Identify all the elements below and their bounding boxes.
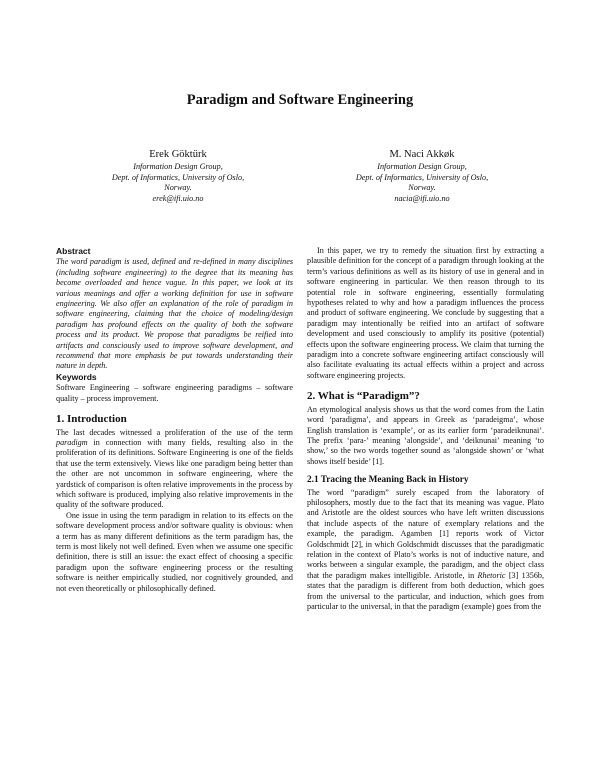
author-1 — [56, 150, 300, 204]
abstract-heading: Abstract — [56, 246, 91, 256]
author-department: Dept. of Informatics, University of Oslo, — [111, 172, 245, 182]
text-run: The word “paradigm” surely escaped from the laboratory of philosophers, mostly due to the fact that its meaning was vague. Plato and Aristotle are the oldest sources who have left written discussions that include aspects of the nature of exemplary relations and the example, the paradigm. Agamben [1] reports work of Victor Goldschmidt [2], in which Goldschmidt discusses that the paradigmatic relation in the context of Plato’s works is not of inductive nature, and works between a singular example, the paradigm, and the object class that the paradigm makes intelligible. Aristotle, in — [307, 487, 544, 580]
body-columns — [56, 246, 544, 612]
left-column — [56, 246, 293, 612]
author-name: M. Naci Akkøk — [389, 149, 455, 160]
author-block — [56, 150, 544, 204]
section-2-heading: 2. What is “Paradigm”? — [307, 390, 420, 403]
emphasis-title: Rhetoric — [477, 570, 506, 580]
author-2 — [300, 150, 544, 204]
author-country: Norway. — [164, 183, 192, 193]
abstract-text: The word paradigm is used, defined and re-defined in many disciplines (including software engineering) to the degree that its meaning has become overloaded and hence vague. In this paper, we look at its various meanings and offer a working definition for use in software engineering. We also offer an explanation of the role of paradigm in software engineering, claiming that the choice of modeling/design paradigm has profound effects on the quality of both the software process and its product. We propose that paradigms be reified into artifacts and consciously used to improve software development, and recommend that more emphasis be put towards understanding their nature in depth. — [56, 257, 293, 371]
author-affiliation: Information Design Group, — [377, 162, 467, 172]
author-email: erek@ifi.uio.no — [152, 193, 204, 203]
introduction-paragraph-2: One issue in using the term paradigm in relation to its effects on the software development process and/or software quality is obvious: when a term has as many different definitions as the term paradigm has, the term is most likely not well defined. Even when we assume one specific definition, there is still an issue: the exact effect of choosing a specific paradigm upon the software engineering process or the resulting software is neither empirically studied, nor cognitively grounded, and not even theoretically or philosophically defined. — [56, 510, 293, 593]
paper-title: Paradigm and Software Engineering — [186, 92, 414, 108]
keywords-text: Software Engineering – software engineering paradigms – software quality – process improvement. — [56, 383, 293, 403]
keywords-heading: Keywords — [56, 371, 97, 382]
section-2-1-heading: 2.1 Tracing the Meaning Back in History — [307, 475, 469, 486]
text-run: The last decades witnessed a proliferation of the use of the term — [56, 427, 293, 437]
section-2-1-paragraph — [307, 488, 544, 613]
emphasis-term: paradigm — [56, 437, 88, 447]
author-department: Dept. of Informatics, University of Oslo, — [355, 172, 489, 182]
introduction-heading: 1. Introduction — [56, 413, 127, 426]
introduction-paragraph-1 — [56, 428, 293, 511]
author-affiliation: Information Design Group, — [133, 162, 223, 172]
author-country: Norway. — [408, 183, 436, 193]
author-email: nacia@ifi.uio.no — [394, 193, 450, 203]
text-run: [3] 1356b, states that the paradigm is different from both deduction, which goes from the universal to the particular, and induction, which goes from particular to the universal, in that the paradigm (example) goes from the — [307, 570, 544, 611]
section-2-paragraph: An etymological analysis shows us that the word comes from the Latin word ‘paradigma’, and appears in Greek as ‘paradeigma’, whose English translation is ‘example’, or as its earlier form ‘paradeiknunai’. The prefix ‘para-’ meaning ‘alongside’, and ‘deiknunai’ meaning ‘to show,’ so the two words together sound as ‘alongside shown’ or ‘what shows itself beside’ [1]. — [307, 404, 544, 466]
text-run: in connection with many fields, resulting also in the proliferation of its definitions. Software Engineering is one of the fields that use the term extensively. Views like one paradigm being better than the other are not uncommon in software engineering, where the yardstick of comparison is often relative improvements in the process by which software is produced, implying also relative improvements in the quality of the software produced. — [56, 437, 293, 510]
author-name: Erek Göktürk — [149, 149, 207, 160]
body-paragraph: In this paper, we try to remedy the situation first by extracting a plausible definition for the concept of a paradigm through looking at the term’s various definitions as well as its history of use in general and in software engineering in particular. We then reason through to its potential role in software engineering, essentially formulating hypotheses related to why and how a paradigm influences the process and product of software engineering. We conclude by suggesting that a paradigm may intentionally be reified into an artifact of software development and used consciously to amplify its positive (potential) effects upon the software engineering process. We claim that turning the paradigm into a concrete software engineering artifact consciously will also facilitate evaluating its actual effects within a project and across software engineering projects. — [307, 246, 544, 380]
right-column — [307, 246, 544, 612]
